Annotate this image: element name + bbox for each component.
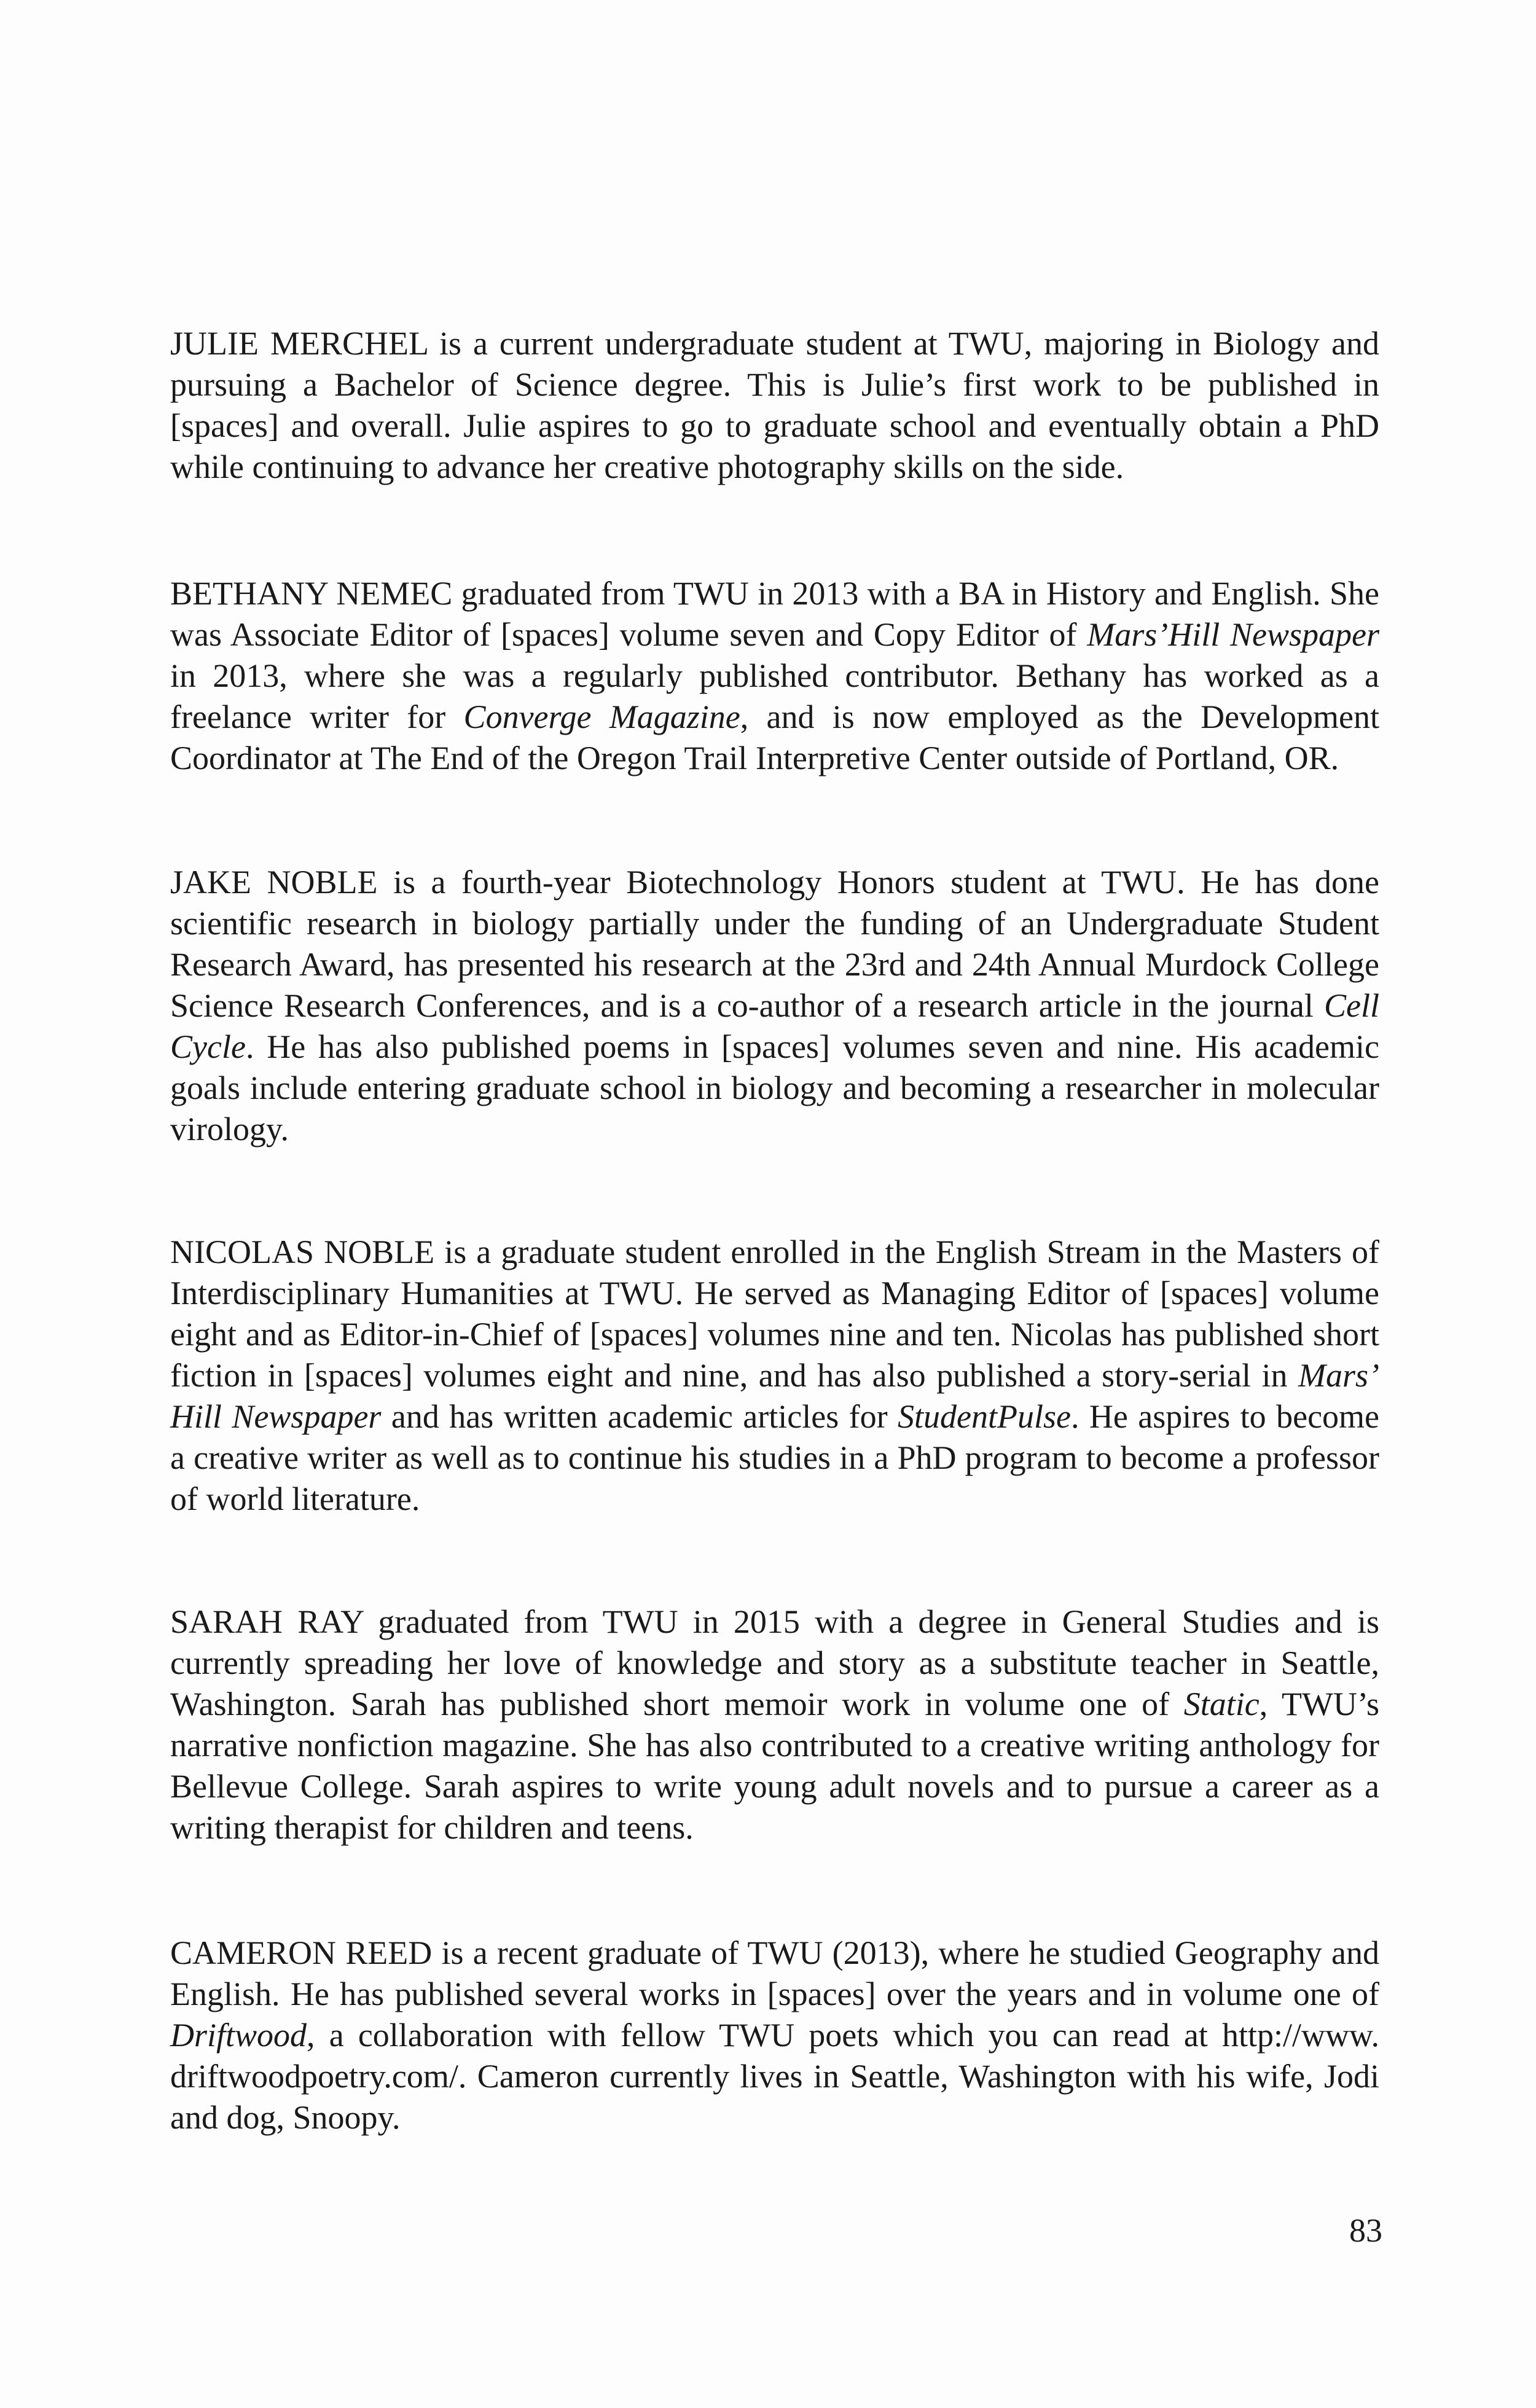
bio-text: . He has also published poems in [spaces] volumes seven and nine. His academic goals include entering graduate school in biology and becoming a researcher in molecular virology. <box>170 1028 1379 1147</box>
bio-text: . He aspires to become a creative writer as well as to continue his studies in a PhD program to become a professor of world literature. <box>170 1398 1380 1517</box>
bio-paragraph-cameron-reed <box>170 1933 1379 2138</box>
bio-text: and has written academic articles for <box>381 1398 898 1435</box>
bio-paragraph-nicolas-noble <box>170 1232 1379 1520</box>
bio-text: SARAH RAY graduated from TWU in 2015 with a degree in General Studies and is currently spreading her love of knowledge and story as a substitute teacher in Seattle, Washington. Sarah has published short memoir work in volume one of <box>170 1603 1379 1722</box>
bio-text: JULIE MERCHEL is a current undergraduate student at TWU, majoring in Biology and pursuing a Bachelor of Science degree. This is Julie’s first work to be published in [spaces] and overall. Julie aspires to go to graduate school and eventually obtain a PhD while continuing to advance her creative photography skills on the side. <box>170 325 1379 485</box>
italic-title-text: Cell Cycle <box>170 987 1379 1065</box>
italic-title-text: Static <box>1183 1686 1260 1722</box>
italic-title-text: Mars’ Hill Newspaper <box>170 1357 1379 1435</box>
italic-title-text: Driftwood <box>170 2017 307 2054</box>
page-number: 83 <box>1349 2212 1382 2249</box>
italic-title-text: StudentPulse <box>898 1398 1071 1435</box>
bio-text: , a collaboration with fellow TWU poets which you can read at http://www. driftwoodpoetry.com/. Cameron currently lives in Seattle, Washington with his wife, Jodi and dog, Snoopy. <box>170 2017 1379 2136</box>
italic-title-text: Converge Magazine <box>463 698 740 735</box>
italic-title-text: Mars’Hill Newspaper <box>1087 616 1380 653</box>
bio-paragraph-bethany-nemec <box>170 573 1379 779</box>
bio-text: CAMERON REED is a recent graduate of TWU (2013), where he studied Geography and English. He has published several works in [spaces] over the years and in volume one of <box>170 1934 1379 2012</box>
bio-paragraph-sarah-ray <box>170 1601 1379 1848</box>
bio-text: NICOLAS NOBLE is a graduate student enrolled in the English Stream in the Masters of Interdisciplinary Humanities at TWU. He served as Managing Editor of [spaces] volume eight and as Editor-in-Chief of [spaces] volumes nine and ten. Nicolas has published short fiction in [spaces] volumes eight and nine, and has also published a story-serial in <box>170 1233 1379 1394</box>
bio-text: BETHANY NEMEC graduated from TWU in 2013 with a BA in History and English. She was Associate Editor of [spaces] volume seven and Copy Editor of <box>170 575 1379 653</box>
bio-paragraph-julie-merchel <box>170 323 1379 488</box>
bio-text: in 2013, where she was a regularly published contributor. Bethany has worked as a freelance writer for <box>170 657 1379 735</box>
bio-paragraph-jake-noble <box>170 862 1379 1150</box>
bio-text: , and is now employed as the Development Coordinator at The End of the Oregon Trail Interpretive Center outside of Portland, OR. <box>170 698 1379 776</box>
bio-text: JAKE NOBLE is a fourth-year Biotechnology Honors student at TWU. He has done scientific research in biology partially under the funding of an Undergraduate Student Research Award, has presented his research at the 23rd and 24th Annual Murdock College Science Research Conferences, and is a co-author of a research article in the journal <box>170 864 1379 1024</box>
bio-text: , TWU’s narrative nonfiction magazine. She has also contributed to a creative writing anthology for Bellevue College. Sarah aspires to write young adult novels and to pursue a career as a writing therapist for children and teens. <box>170 1686 1379 1846</box>
